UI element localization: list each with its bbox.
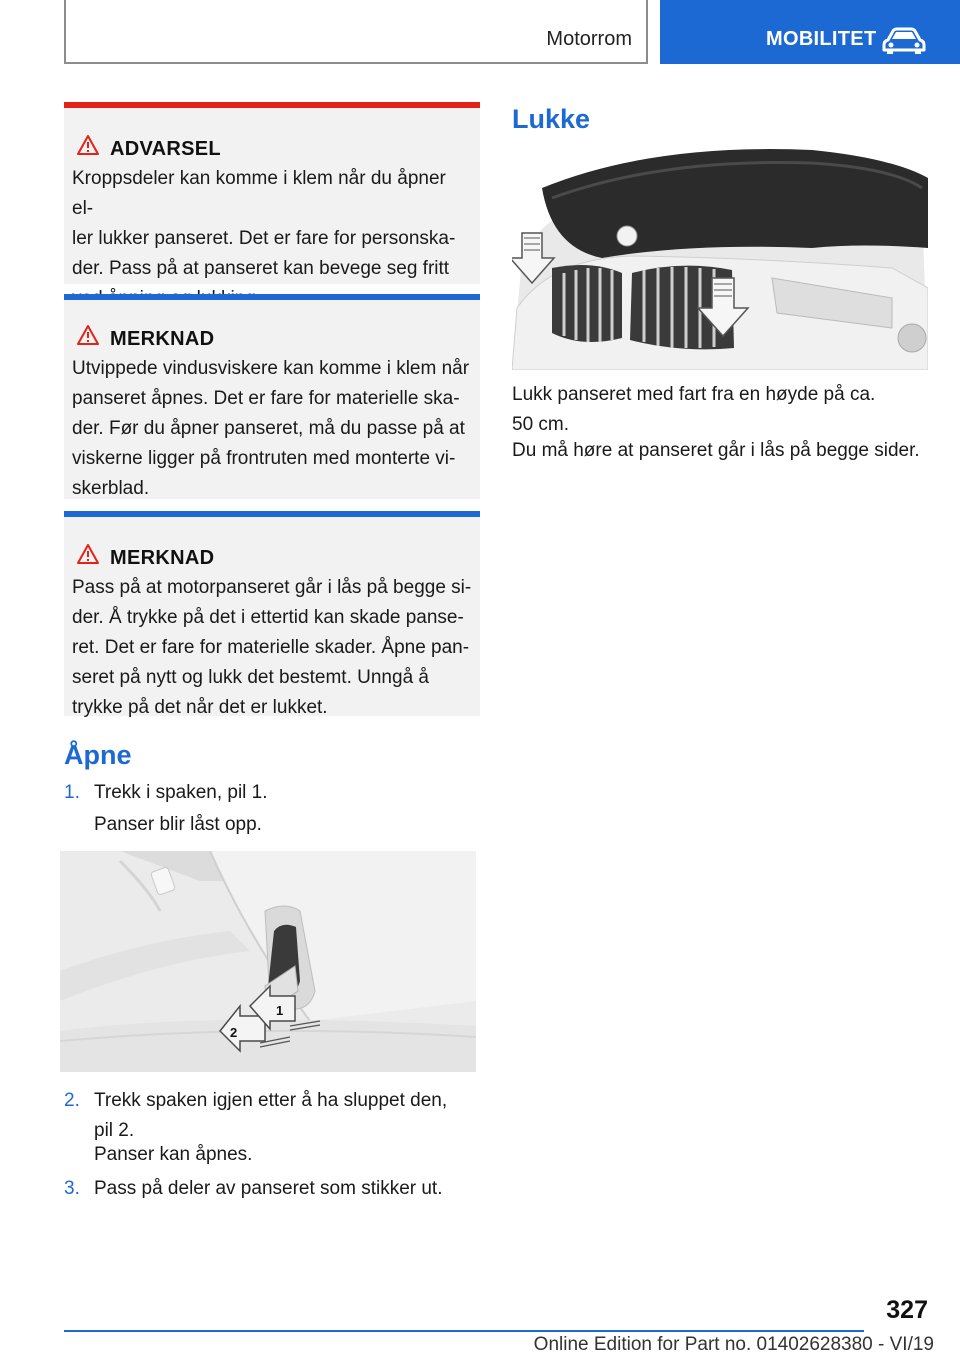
paragraph-line: 50 cm. <box>512 414 570 435</box>
warning-triangle-icon <box>76 324 100 346</box>
arrow-label: 2 <box>230 1025 238 1040</box>
note-callout <box>64 294 480 499</box>
callout-line: trykke på det når det er lukket. <box>72 697 328 718</box>
page-number: 327 <box>886 1296 928 1324</box>
callout-title: MERKNAD <box>110 328 215 350</box>
step-text <box>94 1086 474 1146</box>
chapter-title: MOBILITET <box>766 28 877 50</box>
callout-body <box>72 354 472 504</box>
callout-line: der. Å trykke på det i ettertid kan skade panse- <box>72 607 464 628</box>
step-line: Trekk i spaken, pil 1. <box>94 782 268 803</box>
hood-release-lever-illustration <box>60 851 476 1072</box>
footer-divider <box>64 1330 864 1332</box>
warning-triangle-icon <box>76 134 100 156</box>
callout-line: der. Pass på at panseret kan bevege seg fritt <box>72 258 450 279</box>
callout-line: panseret åpnes. Det er fare for materielle ska- <box>72 388 460 409</box>
note-callout <box>64 511 480 716</box>
step-line: Trekk spaken igjen etter å ha sluppet den, <box>94 1090 448 1111</box>
car-icon <box>882 26 926 54</box>
closing-hood-illustration <box>512 148 928 370</box>
step-text <box>94 778 474 808</box>
footer-edition: Online Edition for Part no. 01402628380 - VI/19 <box>533 1334 934 1355</box>
callout-line: seret på nytt og lukk det bestemt. Unngå å <box>72 667 429 688</box>
section-heading-open: Åpne <box>64 740 132 770</box>
step-number: 2. <box>64 1090 80 1111</box>
closing-hood-image <box>512 148 928 370</box>
close-paragraph <box>512 436 942 466</box>
step-text <box>94 1174 474 1204</box>
callout-line: ler lukker panseret. Det er fare for personska- <box>72 228 456 249</box>
callout-line: der. Før du åpner panseret, må du passe på at <box>72 418 465 439</box>
step-line: Pass på deler av panseret som stikker ut. <box>94 1178 443 1199</box>
running-header <box>64 0 648 64</box>
chapter-tab[interactable] <box>660 0 960 64</box>
section-heading-close: Lukke <box>512 104 591 134</box>
callout-line: Pass på at motorpanseret går i lås på begge si- <box>72 577 472 598</box>
callout-line: Utvippede vindusviskere kan komme i klem når <box>72 358 470 379</box>
callout-body <box>72 573 472 723</box>
step-result: Panser kan åpnes. <box>94 1144 253 1165</box>
warning-triangle-icon <box>76 543 100 565</box>
section-title: Motorrom <box>546 28 632 50</box>
callout-line: viskerne ligger på frontruten med monterte vi- <box>72 448 456 469</box>
callout-line: skerblad. <box>72 478 150 499</box>
close-paragraph <box>512 380 932 440</box>
callout-title: ADVARSEL <box>110 138 221 160</box>
step-number: 1. <box>64 782 80 803</box>
callout-body <box>72 164 472 314</box>
step-number: 3. <box>64 1178 80 1199</box>
hood-release-lever-image <box>60 851 476 1072</box>
warning-callout <box>64 102 480 284</box>
callout-line: Kroppsdeler kan komme i klem når du åpner el- <box>72 168 446 219</box>
paragraph-line: Lukk panseret med fart fra en høyde på ca. <box>512 384 876 405</box>
callout-line: ret. Det er fare for materielle skader. Åpne pan- <box>72 637 470 658</box>
step-result: Panser blir låst opp. <box>94 814 262 835</box>
callout-title: MERKNAD <box>110 547 215 569</box>
step-line: pil 2. <box>94 1120 135 1141</box>
paragraph-line: Du må høre at panseret går i lås på begge sider. <box>512 440 920 461</box>
arrow-label: 1 <box>276 1003 284 1018</box>
